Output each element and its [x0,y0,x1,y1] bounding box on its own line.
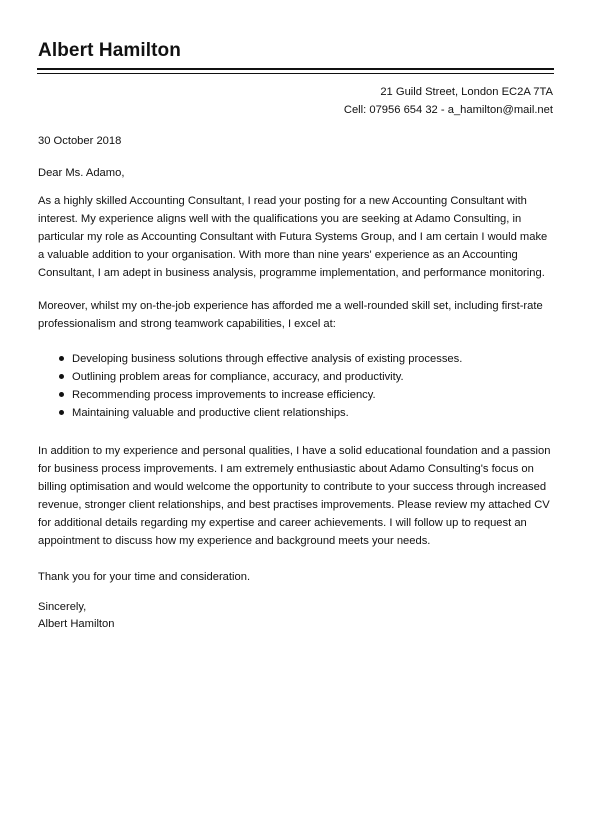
contact-line: Cell: 07956 654 32 - a_hamilton@mail.net [343,104,553,116]
list-item [38,404,556,422]
list-item [38,368,556,386]
header-divider-thin [37,73,554,74]
salutation: Dear Ms. Adamo, [38,167,125,179]
thanks-line: Thank you for your time and consideration. [38,571,251,583]
body-paragraph-1: As a highly skilled Accounting Consultant, I read your posting for a new Accounting Consultant with interest. My experience aligns well with the qualifications you are seeking at Adamo Consulting, in particular my role as Accounting Consultant with Futura Systems Group, and I am certain I would make a valuable addition to your organisation. With more than nine years' experience as an Accounting Consultant, I am adept in business analysis, programme implementation, and performance monitoring. [38,195,548,280]
address-line: 21 Guild Street, London EC2A 7TA [380,86,553,98]
body-paragraph-2: Moreover, whilst my on-the-job experience has afforded me a well-rounded skill set, including first-rate professionalism and strong teamwork capabilities, I excel at: [38,300,543,331]
bullet-icon [59,356,64,361]
list-item-text: Maintaining valuable and productive client relationships. [72,407,349,419]
header-divider-thick [37,68,554,70]
applicant-name: Albert Hamilton [38,40,181,61]
closing: Sincerely, [38,601,87,613]
signature-name: Albert Hamilton [38,618,115,630]
list-item-text: Developing business solutions through effective analysis of existing processes. [72,353,463,365]
list-item [38,350,556,368]
bullet-icon [59,374,64,379]
contact-block [344,83,553,119]
body-paragraph-3: In addition to my experience and personal qualities, I have a solid educational foundation and a passion for business process improvements. I am extremely enthusiastic about Adamo Consulting's focus on billing optimisation and would welcome the opportunity to contribute to your success through increased revenue, stronger client relationships, and best practises improvements. Please review my attached CV for additional details regarding my expertise and career achievements. I will follow up to request an appointment to discuss how my experience and background meets your needs. [38,445,551,548]
bullet-icon [59,410,64,415]
skills-list [38,350,556,422]
list-item [38,386,556,404]
letter-date: 30 October 2018 [38,135,122,147]
list-item-text: Outlining problem areas for compliance, accuracy, and productivity. [72,371,404,383]
list-item-text: Recommending process improvements to increase efficiency. [72,389,376,401]
bullet-icon [59,392,64,397]
